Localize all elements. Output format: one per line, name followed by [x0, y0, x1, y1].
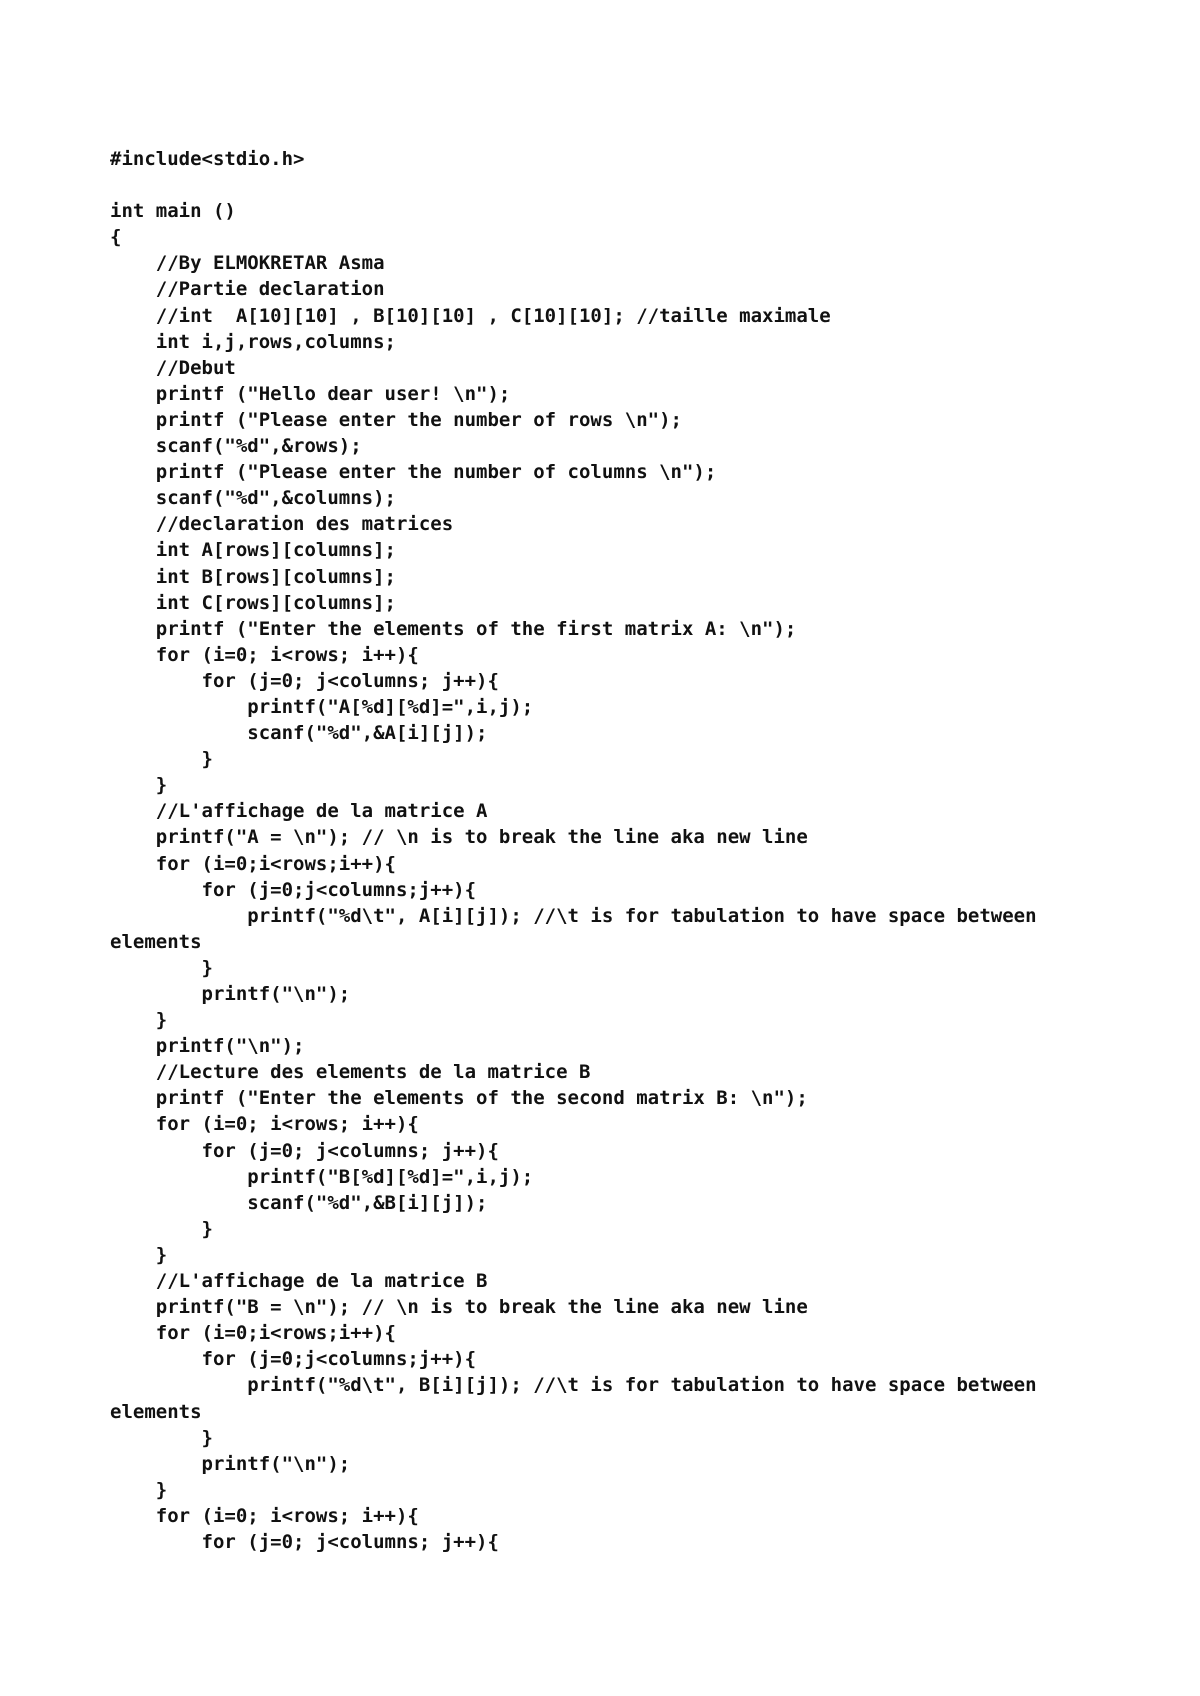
code-line: printf ("Please enter the number of rows \n"); — [110, 408, 682, 431]
code-line: for (j=0; j<columns; j++){ — [110, 1139, 499, 1162]
code-line — [110, 172, 1110, 198]
code-line: } — [110, 1478, 168, 1501]
code-line: //int A[10][10] , B[10][10] , C[10][10]; //taille maximale — [110, 304, 831, 327]
code-line: for (i=0; i<rows; i++){ — [110, 1504, 419, 1527]
code-line: printf ("Hello dear user! \n"); — [110, 382, 511, 405]
code-line: for (j=0;j<columns;j++){ — [110, 878, 477, 901]
code-line: scanf("%d",&columns); — [110, 487, 396, 510]
code-line: for (j=0; j<columns; j++){ — [110, 1530, 499, 1553]
code-line: printf("\n"); — [110, 1452, 351, 1475]
code-line: } — [110, 774, 168, 797]
code-line: int i,j,rows,columns; — [110, 330, 396, 353]
code-line: printf("%d\t", A[i][j]); //\t is for tabulation to have space between — [110, 904, 1037, 927]
code-line: for (j=0;j<columns;j++){ — [110, 1348, 477, 1371]
code-line: int A[rows][columns]; — [110, 539, 396, 562]
code-line: //declaration des matrices — [110, 513, 454, 536]
code-line: } — [110, 1009, 168, 1032]
code-line: for (i=0; i<rows; i++){ — [110, 1113, 419, 1136]
code-line: //L'affichage de la matrice B — [110, 1270, 488, 1293]
code-line: //Debut — [110, 356, 236, 379]
code-line: elements — [110, 930, 202, 953]
code-line: printf("B[%d][%d]=",i,j); — [110, 1165, 534, 1188]
code-line: printf("A[%d][%d]=",i,j); — [110, 695, 534, 718]
code-line: printf ("Please enter the number of columns \n"); — [110, 461, 717, 484]
code-line: } — [110, 1217, 213, 1240]
code-line: scanf("%d",&A[i][j]); — [110, 722, 488, 745]
code-line: printf("\n"); — [110, 1035, 305, 1058]
code-line: #include<stdio.h> — [110, 148, 305, 170]
code-line: //Lecture des elements de la matrice B — [110, 1061, 591, 1084]
code-line: } — [110, 956, 213, 979]
code-line: //Partie declaration — [110, 278, 385, 301]
code-line: elements — [110, 1400, 202, 1423]
code-line: printf("A = \n"); // \n is to break the line aka new line — [110, 826, 808, 849]
code-line: for (i=0;i<rows;i++){ — [110, 852, 396, 875]
code-line: printf("%d\t", B[i][j]); //\t is for tabulation to have space between — [110, 1374, 1037, 1397]
code-line: int main () — [110, 200, 236, 223]
code-line: scanf("%d",&rows); — [110, 435, 362, 458]
code-line: printf("\n"); — [110, 983, 351, 1005]
code-line: } — [110, 1426, 213, 1449]
code-line: for (j=0; j<columns; j++){ — [110, 669, 499, 692]
code-line: printf ("Enter the elements of the first matrix A: \n"); — [110, 617, 797, 640]
code-line: int C[rows][columns]; — [110, 591, 396, 614]
code-line: scanf("%d",&B[i][j]); — [110, 1191, 488, 1214]
code-line: { — [110, 226, 122, 249]
code-line: } — [110, 748, 213, 771]
code-line: //By ELMOKRETAR Asma — [110, 252, 385, 275]
code-line: printf("B = \n"); // \n is to break the line aka new line — [110, 1296, 808, 1319]
code-line: //L'affichage de la matrice A — [110, 800, 488, 823]
code-line: printf ("Enter the elements of the second matrix B: \n"); — [110, 1087, 808, 1110]
code-line: int B[rows][columns]; — [110, 565, 396, 588]
code-line: for (i=0;i<rows;i++){ — [110, 1322, 396, 1345]
code-line: } — [110, 1243, 168, 1266]
code-block — [110, 146, 1110, 1555]
code-line: for (i=0; i<rows; i++){ — [110, 643, 419, 666]
